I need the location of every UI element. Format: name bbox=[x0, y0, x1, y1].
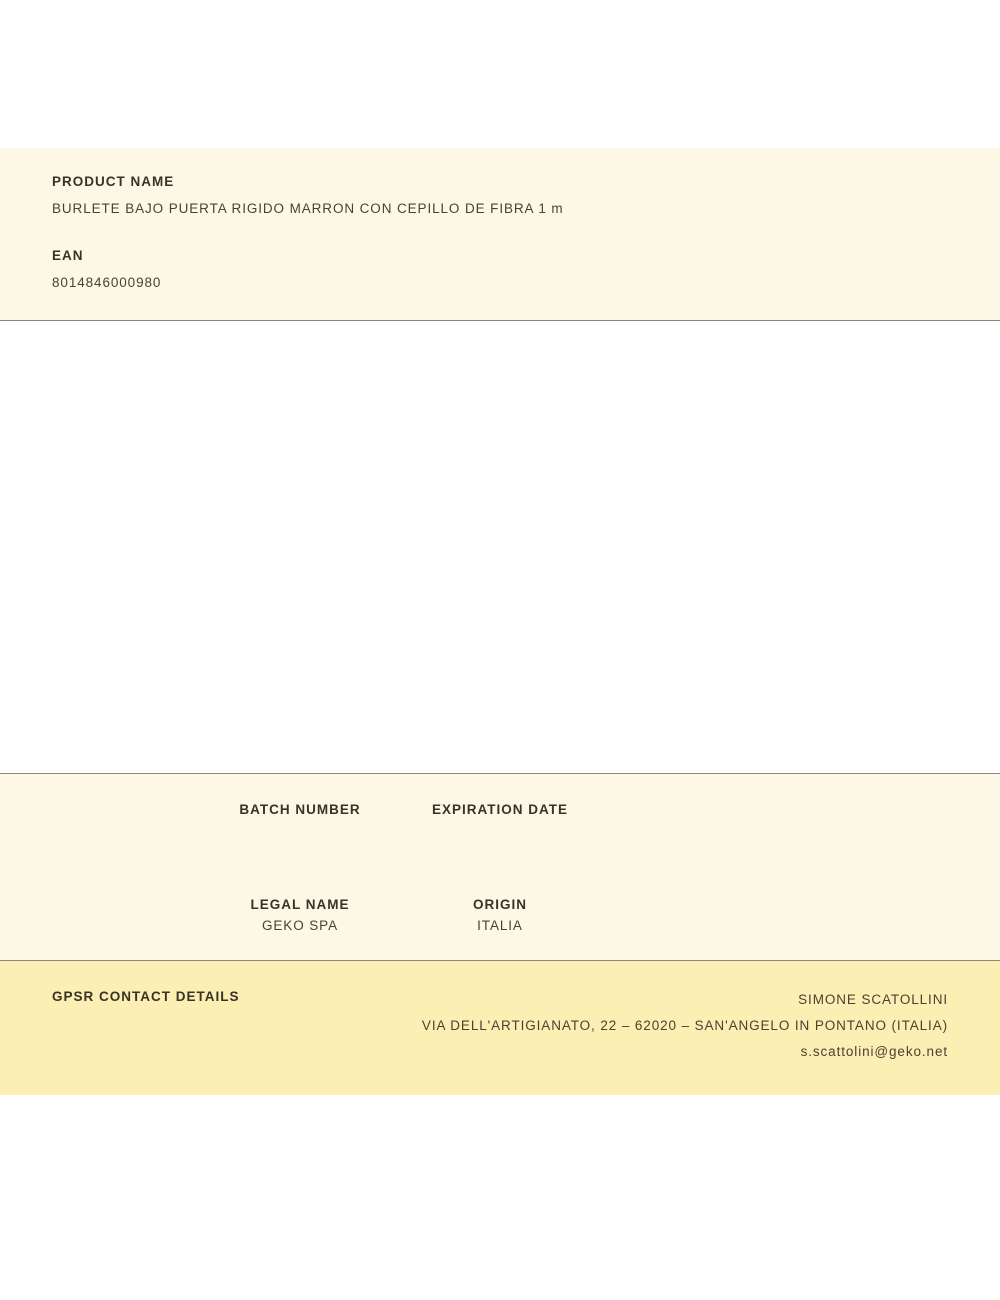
product-name-value: BURLETE BAJO PUERTA RIGIDO MARRON CON CEPILLO DE FIBRA 1 m bbox=[52, 201, 564, 216]
legal-name-label: LEGAL NAME bbox=[250, 897, 350, 912]
product-name-label: PRODUCT NAME bbox=[52, 174, 175, 189]
legal-origin-row bbox=[0, 897, 1000, 934]
gpsr-contact-details bbox=[422, 987, 948, 1065]
field-spacer bbox=[52, 216, 948, 248]
gpsr-contact-email: s.scattolini@geko.net bbox=[800, 1044, 948, 1059]
origin-value: ITALIA bbox=[477, 918, 523, 933]
gpsr-contact-name: SIMONE SCATOLLINI bbox=[798, 992, 948, 1007]
origin-cell bbox=[400, 897, 600, 934]
ean-label: EAN bbox=[52, 248, 84, 263]
top-whitespace bbox=[0, 0, 1000, 148]
batch-expiration-row bbox=[0, 802, 1000, 839]
gpsr-contact-section bbox=[0, 961, 1000, 1095]
expiration-date-value bbox=[400, 823, 600, 839]
gpsr-contact-label: GPSR CONTACT DETAILS bbox=[52, 989, 240, 1004]
product-info-section bbox=[0, 148, 1000, 321]
gpsr-contact-address: VIA DELL'ARTIGIANATO, 22 – 62020 – SAN'ANGELO IN PONTANO (ITALIA) bbox=[421, 1018, 948, 1033]
bottom-whitespace bbox=[0, 1095, 1000, 1255]
batch-number-value bbox=[200, 823, 400, 839]
image-placeholder-area bbox=[0, 321, 1000, 773]
meta-info-section bbox=[0, 773, 1000, 961]
batch-number-cell bbox=[200, 802, 400, 839]
legal-name-cell bbox=[200, 897, 400, 934]
batch-number-label: BATCH NUMBER bbox=[239, 802, 361, 817]
expiration-date-cell bbox=[400, 802, 600, 839]
origin-label: ORIGIN bbox=[472, 897, 527, 912]
ean-value: 8014846000980 bbox=[52, 275, 162, 290]
meta-row-spacer bbox=[0, 839, 1000, 897]
legal-name-value: GEKO SPA bbox=[262, 918, 338, 933]
expiration-date-label: EXPIRATION DATE bbox=[431, 802, 568, 817]
